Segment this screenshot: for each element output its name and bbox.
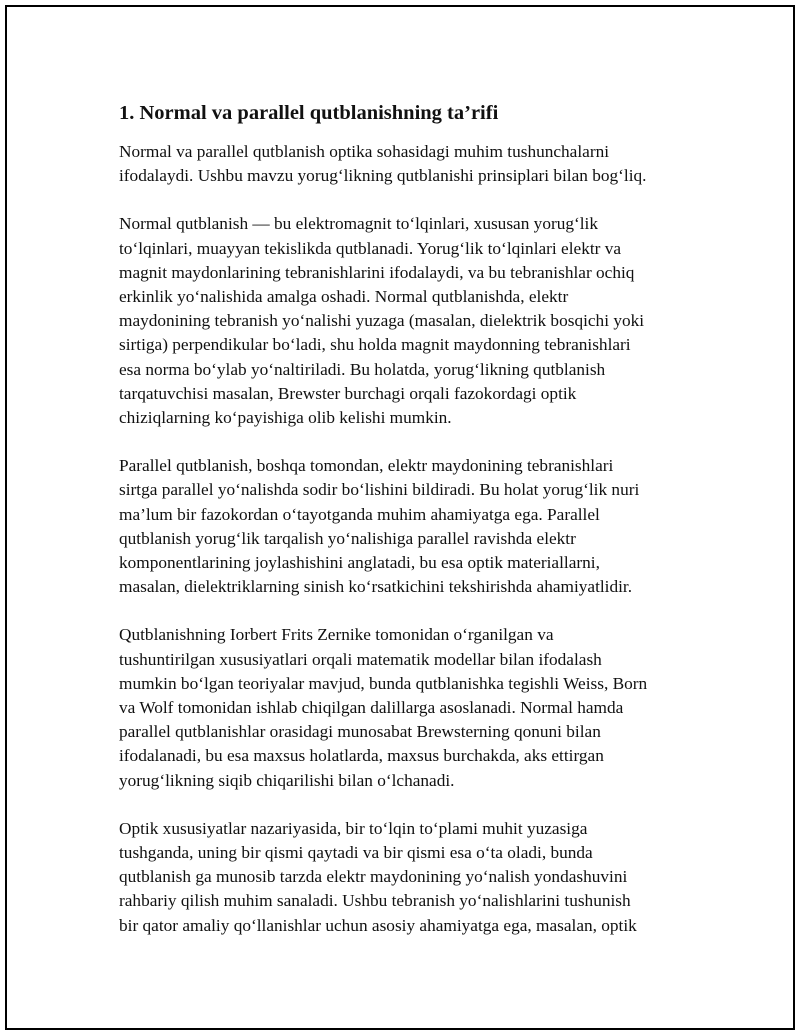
text-line: Parallel qutblanish, boshqa tomondan, elektr maydonining tebranishlari	[119, 456, 614, 476]
text-line: tushuntirilgan xususiyatlari orqali matematik modellar bilan ifodalash	[119, 649, 602, 669]
text-line: sirtga parallel yo‘nalishda sodir bo‘lishini bildiradi. Bu holat yorug‘lik nuri	[119, 480, 640, 500]
text-line: chiziqlarning ko‘payishiga olib kelishi mumkin.	[119, 408, 452, 428]
paragraph	[119, 454, 699, 599]
text-line: Normal va parallel qutblanish optika sohasidagi muhim tushunchalarni	[119, 142, 610, 161]
text-line: esa norma bo‘ylab yo‘naltiriladi. Bu holatda, yorug‘likning qutblanish	[119, 359, 606, 379]
text-line: to‘lqinlari, muayyan tekislikda qutblanadi. Yorug‘lik to‘lqinlari elektr va	[119, 238, 622, 258]
text-line: mumkin bo‘lgan teoriyalar mavjud, bunda qutblanishka tegishli Weiss, Born	[119, 673, 648, 693]
text-line: parallel qutblanishlar orasidagi munosabat Brewsterning qonuni bilan	[119, 722, 601, 742]
text-line: erkinlik yo‘nalishida amalga oshadi. Normal qutblanishda, elektr	[119, 287, 569, 307]
text-line: va Wolf tomonidan ishlab chiqilgan dalillarga asoslanadi. Normal hamda	[119, 698, 624, 718]
text-line: yorug‘likning siqib chiqarilishi bilan o‘lchanadi.	[119, 770, 455, 790]
section-heading: 1. Normal va parallel qutblanishning ta’rifi	[119, 102, 499, 124]
text-line: qutblanish ga munosib tarzda elektr maydonining yo‘nalish yondashuvini	[119, 867, 628, 887]
text-line: komponentlarining joylashishini anglatadi, bu esa optik materiallarni,	[119, 553, 600, 573]
paragraph	[119, 212, 699, 430]
paragraphs-container	[119, 140, 699, 938]
text-line: ifodalanadi, bu esa maxsus holatlarda, maxsus burchakda, aks ettirgan	[119, 746, 604, 766]
text-line: rahbariy qilish muhim sanaladi. Ushbu tebranish yo‘nalishlarini tushunish	[119, 891, 631, 911]
text-line: Optik xususiyatlar nazariyasida, bir to‘lqin to‘plami muhit yuzasiga	[119, 818, 588, 838]
text-line: Normal qutblanish — bu elektromagnit to‘lqinlari, xususan yorug‘lik	[119, 214, 598, 234]
text-line: magnit maydonlarining tebranishlarini ifodalaydi, va bu tebranishlar ochiq	[119, 262, 635, 282]
document-body	[119, 99, 699, 962]
paragraph	[119, 817, 699, 938]
text-line: maydonining tebranish yo‘nalishi yuzaga (masalan, dielektrik bosqichi yoki	[119, 311, 645, 331]
text-line: ma’lum bir fazokordan o‘tayotganda muhim ahamiyatga ega. Parallel	[119, 504, 600, 524]
text-line: tarqatuvchisi masalan, Brewster burchagi orqali fazokordagi optik	[119, 383, 577, 403]
text-line: sirtiga) perpendikular bo‘ladi, shu holda magnit maydonning tebranishlari	[119, 335, 631, 355]
text-line: Qutblanishning Iorbert Frits Zernike tomonidan o‘rganilgan va	[119, 625, 554, 645]
text-line: tushganda, uning bir qismi qaytadi va bir qismi esa o‘ta oladi, bunda	[119, 843, 593, 863]
text-line: ifodalaydi. Ushbu mavzu yorug‘likning qutblanishi prinsiplari bilan bog‘liq.	[119, 166, 647, 186]
text-line: qutblanish yorug‘lik tarqalish yo‘nalishiga parallel ravishda elektr	[119, 528, 576, 548]
text-line: masalan, dielektriklarning sinish ko‘rsatkichini tekshirishda ahamiyatlidir.	[119, 577, 633, 597]
paragraph	[119, 623, 699, 792]
page-frame	[5, 5, 795, 1030]
paragraph	[119, 140, 699, 188]
text-line: bir qator amaliy qo‘llanishlar uchun asosiy ahamiyatga ega, masalan, optik	[119, 915, 637, 935]
